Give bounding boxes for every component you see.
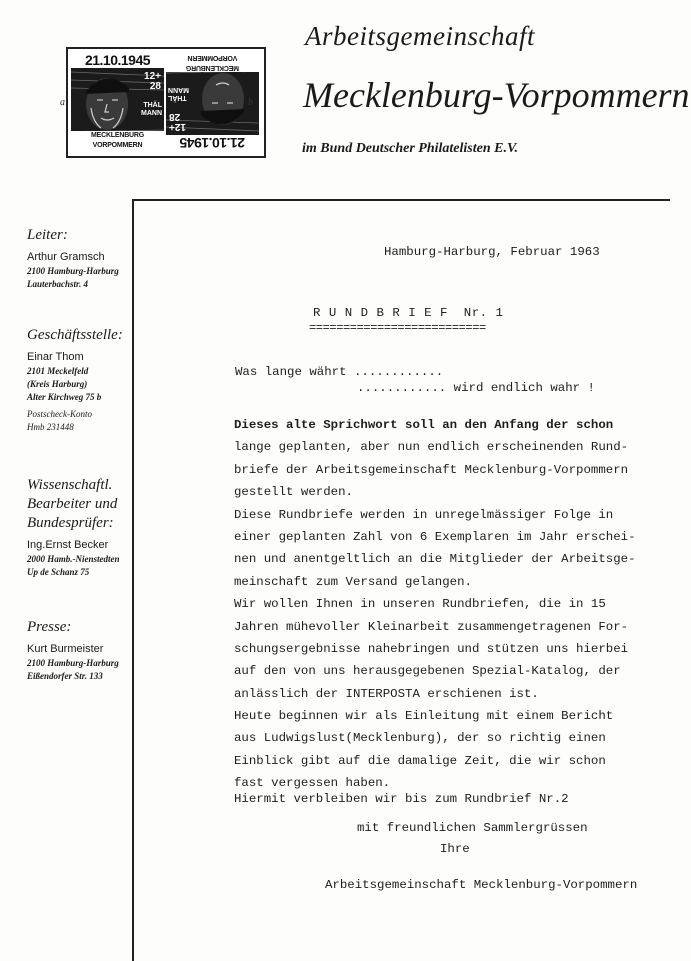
sidebar-presse-title: Presse:: [27, 619, 72, 635]
body-line: briefe der Arbeitsgemeinschaft Mecklenburg-Vorpommern: [234, 462, 629, 477]
body-line: Diese Rundbriefe werden in unregelmässiger Folge in: [234, 507, 614, 522]
sidebar-wiss-title-3: Bundesprüfer:: [27, 515, 114, 531]
stamp-right-label: b: [248, 97, 253, 108]
stamp-left-label: a: [60, 97, 65, 108]
sidebar-geschaeft-addr-2: (Kreis Harburg): [27, 379, 88, 389]
stamp-left-inscription: MECKLENBURG VORPOMMERN: [71, 131, 164, 151]
body-line: nen und anentgeltlich an die Mitglieder der Arbeitsge-: [234, 552, 636, 567]
sidebar-geschaeftsstelle: [27, 326, 137, 434]
sidebar-geschaeft-title: Geschäftsstelle:: [27, 327, 123, 343]
letter-title: R U N D B R I E F Nr. 1: [313, 306, 504, 320]
stamp-left: [71, 52, 164, 151]
sidebar-geschaeft-konto-2: Hmb 231448: [27, 422, 74, 432]
stamp-left-name: THÄL MANN: [141, 102, 162, 117]
sidebar-wiss-title-2: Bearbeiter und: [27, 496, 118, 512]
letter-quote-1: Was lange währt ............: [235, 365, 444, 379]
sidebar-wiss-title-1: Wissenschaftl.: [27, 477, 113, 493]
body-line: fast vergessen haben.: [234, 776, 391, 791]
letter-closing-3: Ihre: [440, 842, 470, 856]
letter-signature: Arbeitsgemeinschaft Mecklenburg-Vorpommern: [325, 878, 638, 892]
body-line: aus Ludwigslust(Mecklenburg), der so richtig einen: [234, 731, 606, 746]
sidebar-geschaeft-konto-1: Postscheck-Konto: [27, 409, 92, 419]
body-line: gestellt werden.: [234, 485, 353, 500]
stamp-right-name: THÄL MANN: [168, 86, 189, 101]
sidebar-wissenschaft: [27, 476, 137, 579]
body-line: Heute beginnen wir als Einleitung mit einem Bericht: [234, 709, 614, 724]
stamp-right-value: 12+ 28: [169, 111, 186, 132]
header-line-1: Arbeitsgemeinschaft: [305, 21, 535, 51]
body-line: auf den von uns herausgegebenen Spezial-Katalog, der: [234, 664, 621, 679]
sidebar-geschaeft-addr-1: 2101 Meckelfeld: [27, 366, 89, 376]
sidebar-leiter-addr-2: Lauterbachstr. 4: [27, 279, 89, 289]
stamp-left-date: 21.10.1945: [71, 52, 164, 68]
letter-quote-2: ............ wird endlich wahr !: [357, 381, 595, 395]
letter-closing-2: mit freundlichen Sammlergrüssen: [357, 821, 588, 835]
header-divider: [133, 199, 670, 201]
body-line: schungsergebnisse nahebringen und stützen uns hierbei: [234, 641, 629, 656]
sidebar-presse-name: Kurt Burmeister: [27, 643, 104, 655]
letter-closing-1: Hiermit verbleiben wir bis zum Rundbrief Nr.2: [234, 792, 569, 806]
body-line: anlässlich der INTERPOSTA erschienen ist.: [234, 686, 539, 701]
body-line: Dieses alte Sprichwort soll an den Anfang der schon: [234, 418, 614, 432]
letter-title-underline: ==========================: [309, 321, 486, 335]
letter-body: [234, 414, 674, 795]
sidebar-presse-addr-1: 2100 Hamburg-Harburg: [27, 658, 119, 668]
sidebar-wiss-addr-1: 2000 Hamb.-Nienstedten: [27, 554, 120, 564]
sidebar-leiter-name: Arthur Gramsch: [27, 251, 105, 263]
body-line: meinschaft zum Versand gelangen.: [234, 574, 472, 589]
sidebar-presse: [27, 618, 137, 683]
header-line-2: Mecklenburg-Vorpommern: [303, 75, 690, 115]
stamp-right-date: 21.10.1945: [166, 135, 259, 151]
sidebar-leiter: [27, 226, 137, 291]
sidebar-wiss-addr-2: Up de Schanz 75: [27, 567, 90, 577]
sidebar-geschaeft-addr-3: Alter Kirchweg 75 b: [27, 392, 102, 402]
stamp-right: [166, 52, 259, 151]
header-line-3: im Bund Deutscher Philatelisten E.V.: [302, 141, 519, 156]
stamp-pair: [66, 47, 266, 158]
body-line: lange geplanten, aber nun endlich erscheinenden Rund-: [234, 440, 629, 455]
sidebar-geschaeft-name: Einar Thom: [27, 351, 84, 363]
letter-dateline: Hamburg-Harburg, Februar 1963: [384, 245, 600, 259]
stamp-left-value: 12+ 28: [144, 71, 161, 92]
body-line: Wir wollen Ihnen in unseren Rundbriefen, die in 15: [234, 597, 606, 612]
stamp-right-inscription: MECKLENBURG VORPOMMERN: [166, 52, 259, 72]
sidebar-wiss-name: Ing.Ernst Becker: [27, 539, 109, 551]
sidebar-leiter-addr-1: 2100 Hamburg-Harburg: [27, 266, 119, 276]
sidebar-divider: [132, 199, 134, 961]
body-line: Einblick gibt auf die damalige Zeit, die wir schon: [234, 753, 606, 768]
body-line: Jahren mühevoller Kleinarbeit zusammengetragenen For-: [234, 619, 629, 634]
body-line: einer geplanten Zahl von 6 Exemplaren im Jahr erschei-: [234, 529, 636, 544]
sidebar-presse-addr-2: Eißendorfer Str. 133: [27, 671, 103, 681]
sidebar-leiter-title: Leiter:: [27, 227, 68, 243]
